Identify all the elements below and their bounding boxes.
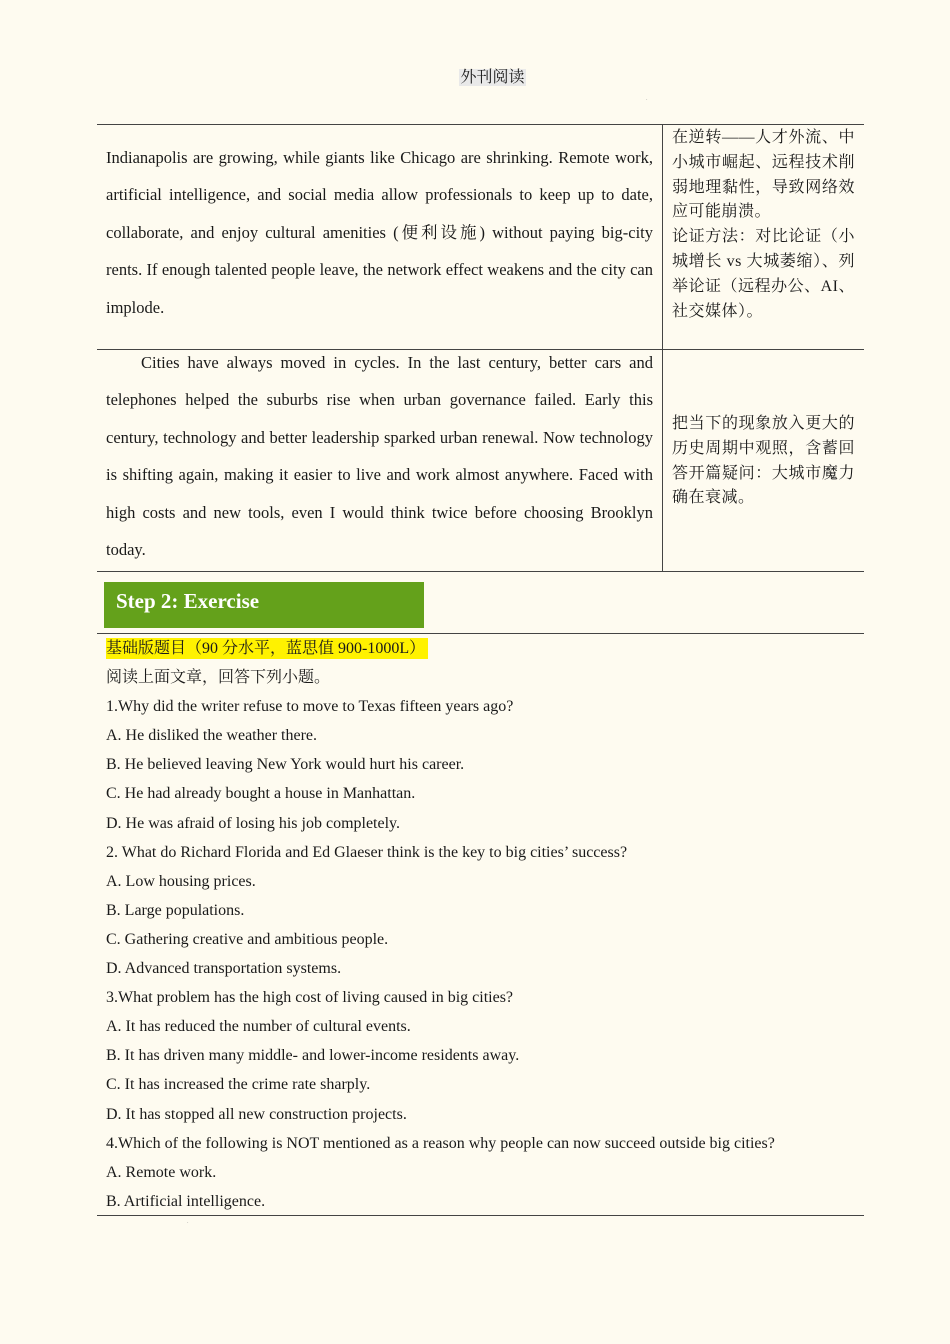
answer-option: A. Remote work. <box>106 1163 217 1181</box>
level-label: 基础版题目（90 分水平，蓝思值 900-1000L） <box>106 638 428 659</box>
answer-option: A. He disliked the weather there. <box>106 727 318 745</box>
answer-option: B. Artificial intelligence. <box>106 1192 266 1210</box>
answer-option: C. It has increased the crime rate sharply. <box>106 1076 371 1094</box>
passage-cell-1 <box>106 139 653 326</box>
answer-option: D. He was afraid of losing his job completely. <box>106 814 401 832</box>
answer-option: B. It has driven many middle- and lower-income residents away. <box>106 1047 520 1065</box>
answer-option: D. It has stopped all new construction projects. <box>106 1105 407 1123</box>
question-stem: 4.Which of the following is NOT mentioned as a reason why people can now succeed outside big cities? <box>106 1134 775 1152</box>
exercise-section <box>106 634 864 1216</box>
table-column-divider <box>662 124 663 572</box>
answer-option: B. He believed leaving New York would hurt his career. <box>106 756 465 774</box>
answer-option: D. Advanced transportation systems. <box>106 960 342 978</box>
note-paragraph: 论证方法：对比论证（小城增长 vs 大城萎缩）、列举论证（远程办公、AI、社交媒体）。 <box>672 228 855 320</box>
header-title: 外刊阅读 <box>460 69 525 86</box>
table-top-border <box>97 124 864 125</box>
decorative-dot: . <box>646 96 648 102</box>
page-bottom-rule <box>97 1215 864 1216</box>
answer-option: B. Large populations. <box>106 901 245 919</box>
page-header <box>0 66 950 90</box>
question-stem: 2. What do Richard Florida and Ed Glaeser think is the key to big cities’ success? <box>106 843 628 861</box>
decorative-dot: . <box>187 1219 189 1225</box>
step-heading: Step 2: Exercise <box>104 582 424 628</box>
passage-paragraph: Cities have always moved in cycles. In the last century, better cars and telephones helped the suburbs rise when urban governance failed. Early this century, technology and better leadership sparked urban renewal. Now technology is shifting again, making it easier to live and work almost anywhere. Faced with high costs and new tools, even I would think twice before choosing Brooklyn today. <box>106 353 653 560</box>
passage-paragraph: Indianapolis are growing, while giants like Chicago are shrinking. Remote work, artificial intelligence, and social media allow professionals to keep up to date, collaborate, and enjoy cultural amenities (便利设施) without paying big-city rents. If enough talented people leave, the network effect weakens and the city can implode. <box>106 148 653 317</box>
question-stem: 3.What problem has the high cost of living caused in big cities? <box>106 989 514 1007</box>
answer-option: A. Low housing prices. <box>106 872 256 890</box>
table-bottom-border <box>97 571 864 572</box>
level-label-line <box>106 634 864 663</box>
question-stem: 1.Why did the writer refuse to move to Texas fifteen years ago? <box>106 698 514 716</box>
answer-option: C. Gathering creative and ambitious people. <box>106 930 389 948</box>
note-paragraph: 在逆转——人才外流、中小城市崛起、远程技术削弱地理黏性，导致网络效应可能崩溃。 <box>672 129 855 221</box>
note-paragraph: 把当下的现象放入更大的历史周期中观照，含蓄回答开篇疑问：大城市魔力确在衰减。 <box>672 415 855 507</box>
note-cell-2 <box>672 412 855 511</box>
instruction: 阅读上面文章，回答下列小题。 <box>106 669 331 687</box>
answer-option: C. He had already bought a house in Manhattan. <box>106 785 416 803</box>
passage-cell-2 <box>106 344 653 568</box>
answer-option: A. It has reduced the number of cultural events. <box>106 1018 411 1036</box>
note-cell-1 <box>672 126 855 324</box>
